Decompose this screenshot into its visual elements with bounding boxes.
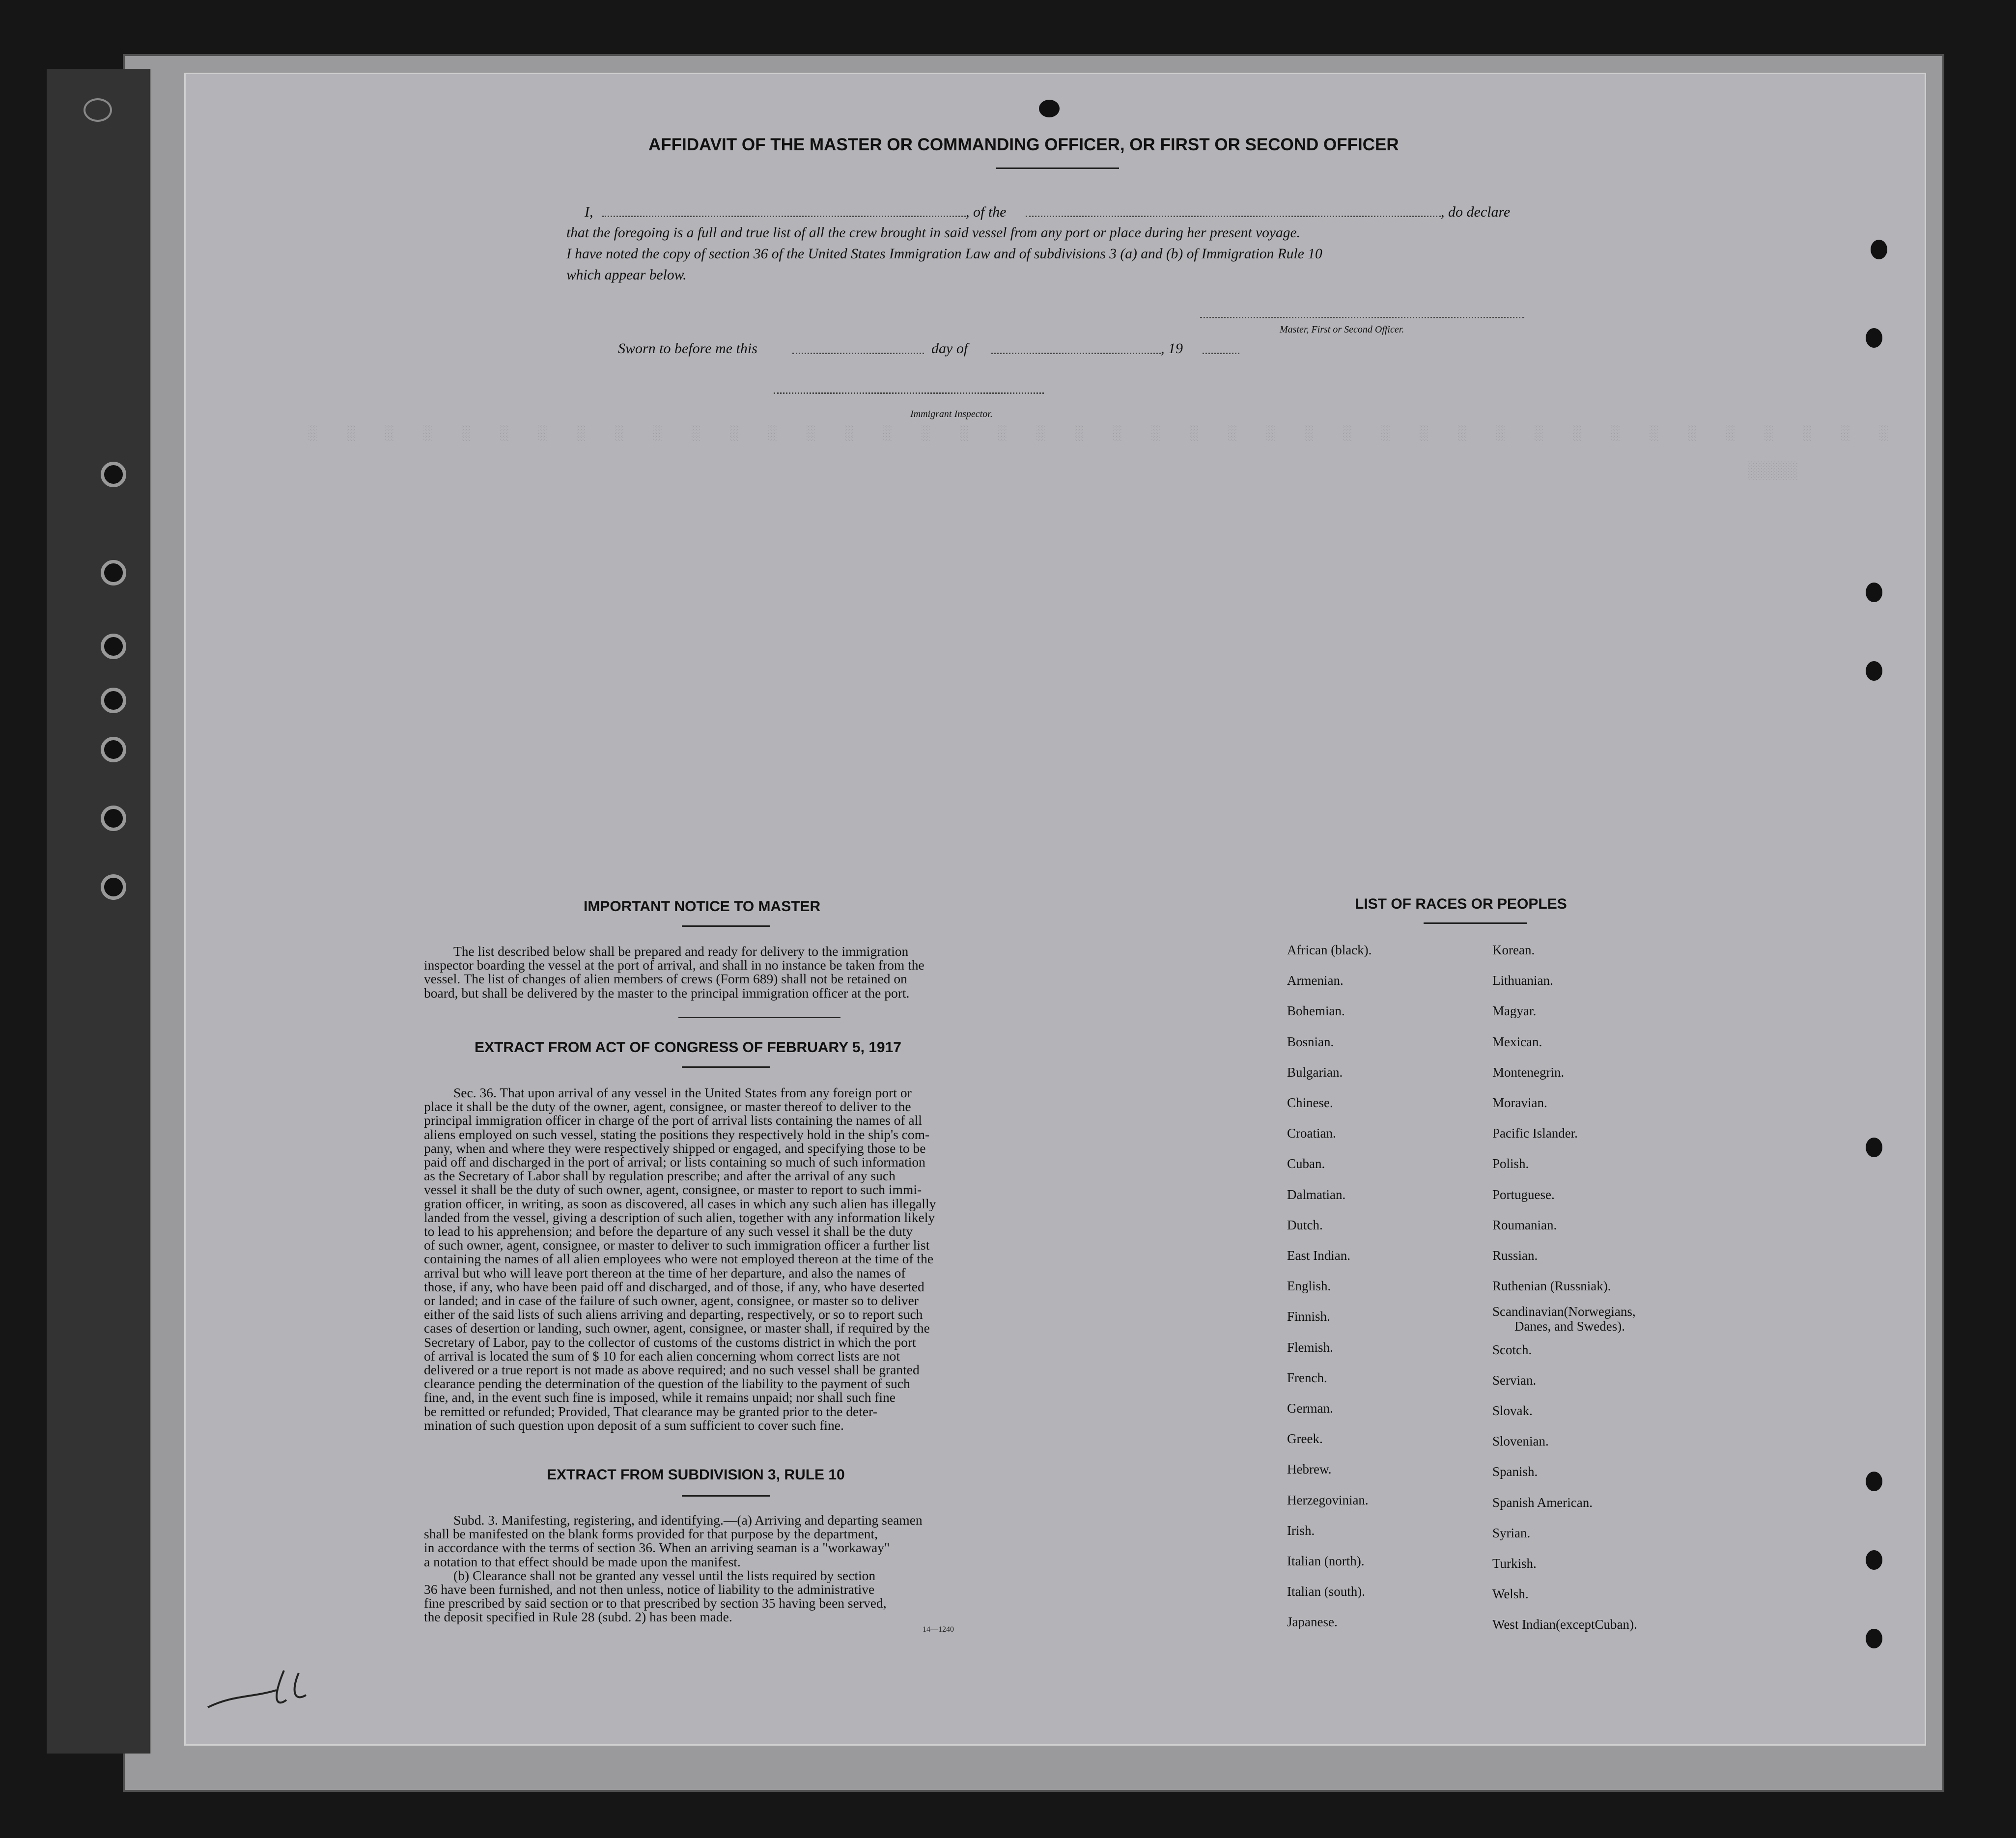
race-item: German. — [1287, 1401, 1333, 1416]
race-item: Roumanian. — [1492, 1217, 1557, 1232]
affidavit-title: AFFIDAVIT OF THE MASTER OR COMMANDING OFFICER, OR FIRST OR SECOND OFFICER — [648, 135, 1399, 154]
race-item: Greek. — [1287, 1431, 1323, 1447]
notice-line: The list described below shall be prepared and ready for delivery to the immigration — [453, 944, 909, 959]
rule-line: 36 have been furnished, and not then unless, notice of liability to the administrative — [424, 1582, 875, 1597]
act-line: clearance pending the determination of the question of the liability to the payment of such — [424, 1376, 910, 1392]
act-line: place it shall be the duty of the owner, agent, consignee, or master thereof to deliver to the — [424, 1099, 911, 1114]
notice-divider — [678, 1017, 840, 1018]
act-title: EXTRACT FROM ACT OF CONGRESS OF FEBRUARY 5, 1917 — [475, 1039, 901, 1056]
day-of-text: day of — [931, 340, 968, 357]
year-text: , 19 — [1161, 340, 1183, 357]
race-item: Pacific Islander. — [1492, 1126, 1578, 1141]
act-line: paid off and discharged in the port of arrival; or lists containing so much of such information — [424, 1154, 925, 1170]
binding-strip — [47, 69, 151, 1754]
punch-hole — [101, 806, 126, 831]
month-blank — [991, 353, 1161, 354]
race-item: Lithuanian. — [1492, 973, 1553, 988]
rule-line: fine prescribed by said section or to that prescribed by section 35 having been served, — [424, 1595, 887, 1611]
race-item: Herzegovinian. — [1287, 1492, 1369, 1507]
race-item: Bosnian. — [1287, 1034, 1334, 1049]
race-item: Moravian. — [1492, 1095, 1547, 1110]
race-item: Servian. — [1492, 1372, 1537, 1388]
act-line: of arrival is located the sum of $ 10 for each alien concerning whom correct lists are not — [424, 1348, 900, 1364]
race-item: Armenian. — [1287, 973, 1344, 988]
race-item: Portuguese. — [1492, 1187, 1555, 1202]
master-label: Master, First or Second Officer. — [1280, 324, 1404, 335]
punch-hole — [1866, 583, 1882, 602]
affidavit-line4: which appear below. — [566, 267, 687, 283]
punch-hole — [1039, 100, 1060, 117]
race-item: Hebrew. — [1287, 1462, 1332, 1477]
act-line: cases of desertion or landing, such owner, agent, consignee, or master shall, if required by the — [424, 1320, 930, 1336]
punch-hole — [1866, 1472, 1882, 1491]
act-line: Sec. 36. That upon arrival of any vessel in the United States from any foreign port or — [453, 1085, 912, 1100]
punch-hole — [101, 688, 126, 713]
handwritten-mark — [203, 1661, 316, 1715]
title-rule — [996, 167, 1119, 169]
act-line: either of the said lists of such aliens arriving and departing, respectively, or so to report such — [424, 1307, 923, 1322]
race-item: Spanish American. — [1492, 1495, 1593, 1510]
rule-rule — [682, 1495, 770, 1497]
race-item: East Indian. — [1287, 1248, 1350, 1263]
race-item: Slovenian. — [1492, 1434, 1549, 1449]
act-line: gration officer, in writing, as soon as discovered, all cases in which any such alien has illegally — [424, 1196, 936, 1211]
punch-hole — [1866, 328, 1882, 348]
act-line: mination of such question upon deposit of a sum sufficient to cover such fine. — [424, 1417, 844, 1433]
inspector-label: Immigrant Inspector. — [910, 409, 993, 419]
act-line: delivered or a true report is not made as above required; and no such vessel shall be granted — [424, 1362, 920, 1378]
rule-line: (b) Clearance shall not be granted any vessel until the lists required by section — [453, 1567, 876, 1583]
act-line: to lead to his apprehension; and before the departure of any such vessel it shall be the duty — [424, 1224, 913, 1239]
rule-line: in accordance with the terms of section 36. When an arriving seaman is a "workaway" — [424, 1540, 890, 1556]
race-item: Magyar. — [1492, 1003, 1537, 1019]
race-item: Bohemian. — [1287, 1003, 1345, 1019]
race-item: Spanish. — [1492, 1464, 1538, 1479]
race-item: Polish. — [1492, 1156, 1529, 1171]
race-item: Turkish. — [1492, 1556, 1537, 1571]
race-item: Dutch. — [1287, 1217, 1323, 1232]
rule-line: Subd. 3. Manifesting, registering, and identifying.—(a) Arriving and departing seamen — [453, 1512, 923, 1528]
race-item-continuation: Danes, and Swedes). — [1514, 1319, 1625, 1334]
race-item: Scotch. — [1492, 1342, 1532, 1357]
race-item: Slovak. — [1492, 1403, 1533, 1418]
affidavit-of-the: , of the — [966, 204, 1007, 220]
inspector-signature-line — [774, 392, 1044, 394]
race-item: Syrian. — [1492, 1525, 1531, 1540]
master-signature-line — [1200, 317, 1524, 318]
punch-hole — [101, 874, 126, 900]
race-item: Italian (north). — [1287, 1554, 1365, 1568]
races-rule — [1424, 922, 1527, 924]
race-item: Welsh. — [1492, 1587, 1529, 1602]
affidavit-i: I, — [585, 204, 593, 220]
act-line: containing the names of all alien employees who were not employed thereon at the time of the — [424, 1251, 934, 1267]
act-line: arrival but who will leave port thereon at the time of her departure, and also the names of — [424, 1265, 906, 1281]
affidavit-line2: that the foregoing is a full and true list of all the crew brought in said vessel from any port or place during her present voyage. — [566, 225, 1300, 241]
vessel-blank — [1026, 216, 1441, 217]
act-line: Secretary of Labor, pay to the collector of customs of the customs district in which the port — [424, 1334, 916, 1350]
rule-title: EXTRACT FROM SUBDIVISION 3, RULE 10 — [547, 1467, 845, 1483]
race-item: Finnish. — [1287, 1309, 1330, 1324]
notice-line: board, but shall be delivered by the master to the principal immigration officer at the port. — [424, 985, 910, 1001]
act-line: aliens employed on such vessel, stating the positions they respectively hold in the ship's com- — [424, 1126, 930, 1142]
year-blank — [1203, 353, 1239, 354]
punch-hole — [1866, 1550, 1882, 1570]
rule-line: the deposit specified in Rule 28 (subd. 2) has been made. — [424, 1609, 732, 1625]
race-item: Japanese. — [1287, 1615, 1338, 1630]
act-line: be remitted or refunded; Provided, That clearance may be granted prior to the deter- — [424, 1403, 877, 1419]
punch-hole — [1871, 240, 1887, 259]
race-item: Scandinavian(Norwegians, — [1492, 1304, 1636, 1319]
race-item: Bulgarian. — [1287, 1064, 1343, 1080]
race-item: Korean. — [1492, 943, 1535, 957]
races-title: LIST OF RACES OR PEOPLES — [1355, 896, 1567, 912]
notice-line: vessel. The list of changes of alien members of crews (Form 689) shall not be retained on — [424, 971, 907, 987]
notice-title: IMPORTANT NOTICE TO MASTER — [584, 898, 821, 915]
rule-line: shall be manifested on the blank forms provided for that purpose by the department, — [424, 1526, 878, 1542]
race-item: Mexican. — [1492, 1034, 1542, 1049]
race-item: West Indian(exceptCuban). — [1492, 1617, 1637, 1632]
act-line: or landed; and in case of the failure of such owner, agent, consignee, or master so to deliver — [424, 1293, 919, 1309]
punch-hole — [1866, 661, 1882, 681]
binding-ring — [84, 98, 112, 122]
race-item: Russian. — [1492, 1248, 1538, 1263]
act-rule — [682, 1066, 770, 1068]
act-line: those, if any, who have been paid off and discharged, and of those, if any, who have deserted — [424, 1279, 924, 1294]
punch-hole — [101, 737, 126, 762]
affidavit-declare: , do declare — [1441, 204, 1511, 220]
punch-hole — [101, 462, 126, 487]
notice-paragraph — [424, 945, 1194, 1000]
race-item: Montenegrin. — [1492, 1064, 1565, 1080]
punch-hole — [1866, 1138, 1882, 1157]
act-line: fine, and, in the event such fine is imposed, while it remains unpaid; nor shall such fine — [424, 1390, 896, 1405]
document-page: ░░░░░░░░░░░░░░░░░░░░░░░░░░░░░░░░░░░░░░░░░░ ░░░░░ AFFIDAVIT OF THE MASTER OR COMMANDING OFFICER, OR FIRST OR SECOND OFFICER I, , of the , do declare that the foregoing is a full and true list of all the crew brought in said vessel from any port or place during her present voyage. I have noted the copy of section 36 of the United States Immigration Law and of subdivisions 3 (a) and (b) of Immigration Rule 10 which appear below. Master, First or Second Officer. Sworn to before me this day of , 19 Immigrant Inspector. IMPORTANT NOTICE TO MASTER The list described below shall be prepared and ready for delivery to the immigration inspector boarding the vessel at the port of arrival, and shall in no instance be taken from the vessel. The list of changes of alien members of crews (Form 689) shall not be retained on board, but shall be delivered by the master to the principal immigration officer at the port. EXTRACT FROM ACT OF CONGRESS OF FEBRUARY 5, 1917 Sec. 36. That upon arrival of any vessel in the United States from any foreign port or place it shall be the duty of the owner, agent, consignee, or master thereof to deliver to the principal immigration officer in charge of the port of arrival lists containing the names of all aliens employed on such vessel, stating the positions they respectively hold in the ship's com- pany, when and where they were respectively shipped or engaged, and specifying those to be paid off and discharged in the port of arrival; or lists containing so much of such information as the Secretary of Labor shall by regulation prescribe; and after the arrival of any such vessel it shall be the duty of such owner, agent, consignee, or master to report to such immi- gration officer, in writing, as soon as discovered, all cases in which any such alien has illegally landed from the vessel, giving a description of such alien, together with any information likely to lead to his apprehension; and before the departure of any such vessel it shall be the duty of such owner, agent, consignee, or master to deliver to such immigration officer a further list containing the names of all alien employees who were not employed thereon at the time of the arrival but who will leave port thereon at the time of her departure, and also the names of those, if any, who have been paid off and discharged, and of those, if any, who have deserted or landed; and in case of the failure of such owner, agent, consignee, or master so to deliver either of the said lists of such aliens arriving and departing, respectively, or so to report such cases of desertion or landing, such owner, agent, consignee, or master shall, if required by the Secretary of Labor, pay to the collector of customs of the customs district in which the port of arrival is located the sum of $ 10 for each alien concerning whom correct lists are not delivered or a true report is not made as above required; and no such vessel shall be granted clearance pending the determination of the question of the liability to the payment of such fine, and, in the event such fine is imposed, while it remains unpaid; nor shall such fine be remitted or refunded; Provided, That clearance may be granted prior to the deter- mination of such question upon deposit of a sum sufficient to cover such fine. EXTRACT FROM SUBDIVISION 3, RULE 10 Subd. 3. Manifesting, registering, and identifying.—(a) Arriving and departing seamen shall be manifested on the blank forms provided for that purpose by the department, in accordance with the terms of section 36. When an arriving seaman is a "workaway" a notation to that effect should be made upon the manifest. (b) Clearance shall not be granted any vessel until the lists required by section 36 have been furnished, and not then unless, notice of liability to the administrative fine prescribed by said section or to that prescribed by section 35 having been served, the deposit specified in Rule 28 (subd. 2) has been made. 14—1240 LIST OF RACES OR PEOPLES African (black). Armenian. Bohemian. Bosnian. Bulgarian. Chinese. Croatian. Cuban. Dalmatian. Dutch. East Indian. English. Finnish. Flemish. French. German. Greek. Hebrew. Herzegovinian. Irish. Italian (north). Italian (south). Japanese. Korean. Lithuanian. Magyar. Mexican. Montenegrin. Moravian. Pacific Islander. Polish. Portuguese. Roumanian. Russian. Ruthenian (Russniak). Scandinavian(Norwegians, Scotch. Servian. Slovak. Slovenian. Spanish. Spanish American. Syrian. Turkish. Welsh. West Indian(exceptCuban). Danes, and Swedes). — [184, 73, 1926, 1746]
race-item: Chinese. — [1287, 1095, 1333, 1110]
form-number: 14—1240 — [923, 1625, 954, 1634]
act-line: pany, when and where they were respectively shipped or engaged, and specifying those to be — [424, 1140, 926, 1156]
act-line: vessel it shall be the duty of such owner, agent, consignee, or master to report to such immi- — [424, 1182, 922, 1197]
name-blank — [602, 216, 966, 217]
race-item: African (black). — [1287, 943, 1372, 957]
punch-hole — [101, 634, 126, 659]
act-line: of such owner, agent, consignee, or master to deliver to such immigration officer a further list — [424, 1237, 930, 1253]
rule-paragraph — [424, 1513, 1194, 1624]
race-item: Croatian. — [1287, 1126, 1336, 1141]
notice-rule — [682, 925, 770, 927]
punch-hole — [101, 560, 126, 585]
race-item: Cuban. — [1287, 1156, 1325, 1171]
rule-line: a notation to that effect should be made upon the manifest. — [424, 1554, 741, 1569]
race-item: French. — [1287, 1370, 1327, 1385]
sworn-text: Sworn to before me this — [618, 340, 757, 357]
notice-line: inspector boarding the vessel at the port of arrival, and shall in no instance be taken from the — [424, 957, 924, 973]
race-item: Dalmatian. — [1287, 1187, 1346, 1202]
punch-hole — [1866, 1629, 1882, 1648]
act-line: principal immigration officer in charge of the port of arrival lists containing the names of all — [424, 1113, 922, 1128]
act-line: as the Secretary of Labor shall by regulation prescribe; and after the arrival of any such — [424, 1168, 896, 1184]
act-line: landed from the vessel, giving a description of such alien, together with any information likely — [424, 1209, 935, 1225]
day-blank — [792, 353, 924, 354]
act-paragraph — [424, 1086, 1194, 1432]
race-item: Italian (south). — [1287, 1584, 1365, 1599]
race-item: Irish. — [1287, 1523, 1315, 1538]
affidavit-line3: I have noted the copy of section 36 of the United States Immigration Law and of subdivisions 3 (a) and (b) of Immigration Rule 10 — [566, 246, 1322, 262]
race-item: Flemish. — [1287, 1339, 1333, 1355]
race-item: English. — [1287, 1279, 1331, 1294]
race-item: Ruthenian (Russniak). — [1492, 1279, 1611, 1294]
